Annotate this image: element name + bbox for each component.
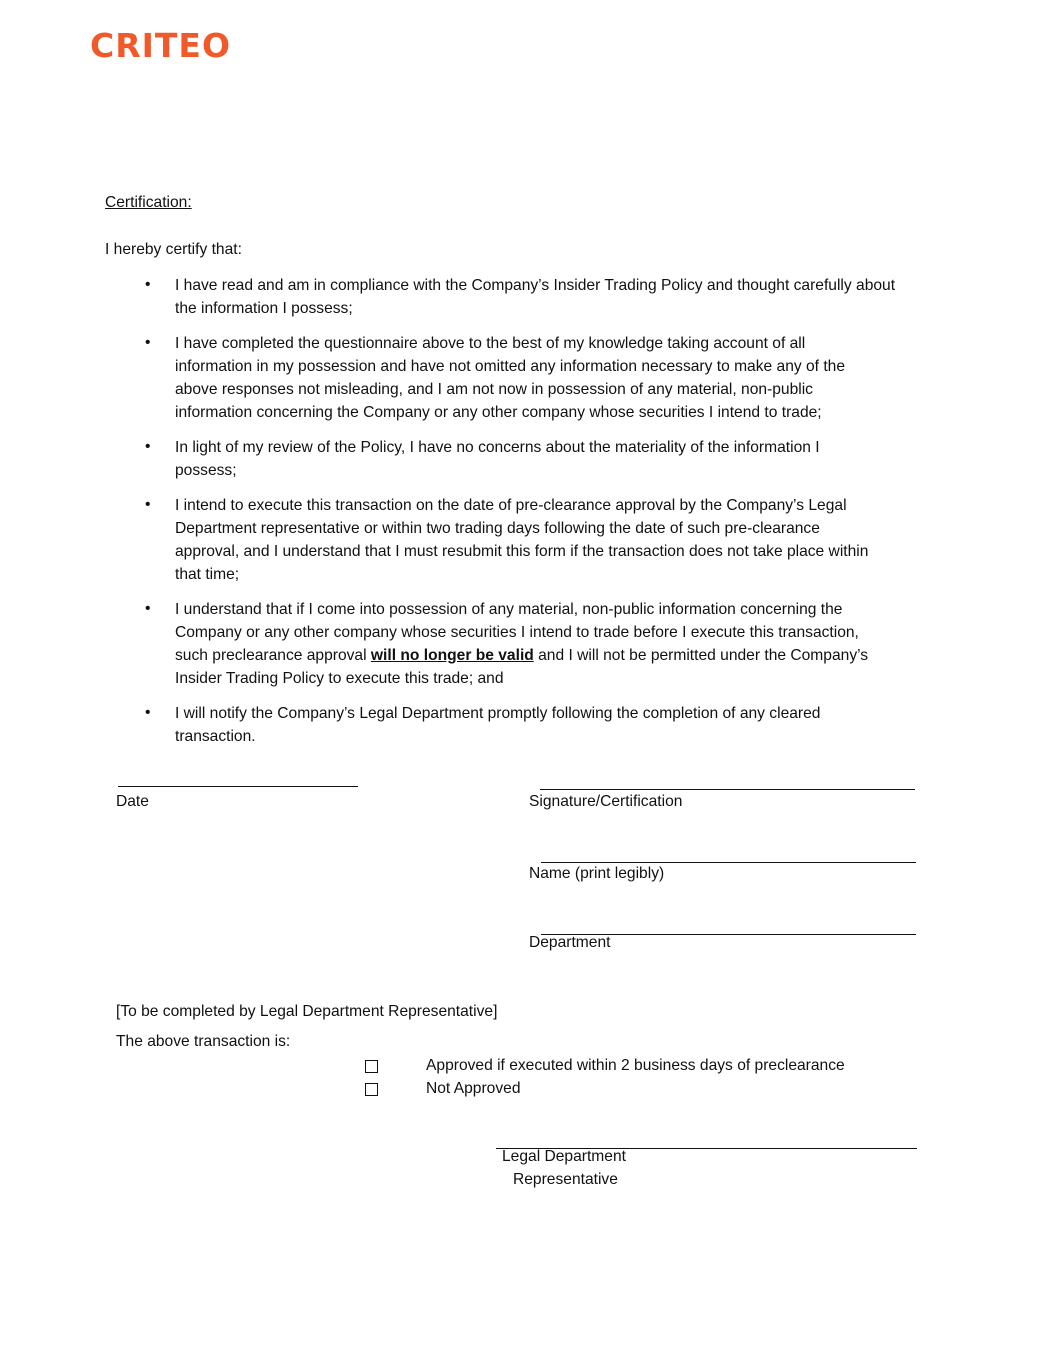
name-label: Name (print legibly) — [529, 865, 665, 882]
criteo-logo: CRITEO — [90, 26, 232, 65]
signature-line — [540, 789, 915, 790]
list-item-line: I have completed the questionnaire above to the best of my knowledge taking account of all — [175, 335, 806, 352]
not-approved-label: Not Approved — [426, 1080, 521, 1097]
list-item-line: information concerning the Company or any other company whose securities I intend to trade; — [175, 404, 822, 421]
list-item-line: possess; — [175, 462, 237, 479]
list-item-line: transaction. — [175, 728, 256, 745]
list-item-line: I intend to execute this transaction on the date of pre-clearance approval by the Company’s Legal — [175, 497, 847, 514]
bullet-icon: • — [145, 496, 151, 513]
list-item-line: information in my possession and have not omitted any information necessary to make any of the — [175, 358, 846, 375]
list-item-line: the information I possess; — [175, 300, 353, 317]
list-item-line: I have read and am in compliance with the Company’s Insider Trading Policy and thought carefully about — [175, 277, 896, 294]
approved-label: Approved if executed within 2 business days of preclearance — [426, 1057, 845, 1074]
list-item-line: approval, and I understand that I must resubmit this form if the transaction does not take place within — [175, 543, 869, 560]
list-item-line: I will notify the Company’s Legal Department promptly following the completion of any cleared — [175, 705, 821, 722]
list-item-line: Department representative or within two trading days following the date of such pre-clearance — [175, 520, 820, 537]
bullet-icon: • — [145, 334, 151, 351]
bullet-icon: • — [145, 600, 151, 617]
list-item-line: Company or any other company whose securities I intend to trade before I execute this transaction, — [175, 624, 859, 641]
date-line — [118, 786, 358, 787]
list-item-line: above responses not misleading, and I am not now in possession of any material, non-public — [175, 381, 813, 398]
bullet-icon: • — [145, 438, 151, 455]
legal-note: [To be completed by Legal Department Representative] — [116, 1003, 498, 1020]
list-item — [175, 702, 820, 748]
list-item-line: Insider Trading Policy to execute this trade; and — [175, 670, 504, 687]
date-label: Date — [116, 793, 149, 810]
emphasis-text: will no longer be valid — [370, 647, 534, 664]
list-item — [175, 274, 895, 320]
legal-rep-label-1: Legal Department — [502, 1148, 626, 1165]
legal-rep-label-2: Representative — [513, 1171, 618, 1188]
list-item — [175, 598, 868, 690]
department-label: Department — [529, 934, 611, 951]
list-item — [175, 494, 868, 586]
certification-heading: Certification: — [105, 194, 192, 211]
list-item-line: that time; — [175, 566, 240, 583]
signature-label: Signature/Certification — [529, 793, 683, 810]
text-segment: and I will not be permitted under the Company’s — [533, 647, 869, 664]
name-line — [541, 862, 916, 863]
list-item-line: In light of my review of the Policy, I have no concerns about the materiality of the information I — [175, 439, 820, 456]
list-item-line: I understand that if I come into possession of any material, non-public information concerning the — [175, 601, 843, 618]
list-item-line — [175, 644, 868, 667]
approved-checkbox[interactable] — [365, 1060, 378, 1078]
not-approved-checkbox[interactable] — [365, 1083, 378, 1101]
list-item — [175, 436, 820, 482]
text-segment: such preclearance approval — [175, 647, 371, 664]
list-item — [175, 332, 845, 424]
intro-text: I hereby certify that: — [105, 241, 242, 258]
bullet-icon: • — [145, 276, 151, 293]
transaction-label: The above transaction is: — [116, 1033, 291, 1050]
bullet-icon: • — [145, 704, 151, 721]
